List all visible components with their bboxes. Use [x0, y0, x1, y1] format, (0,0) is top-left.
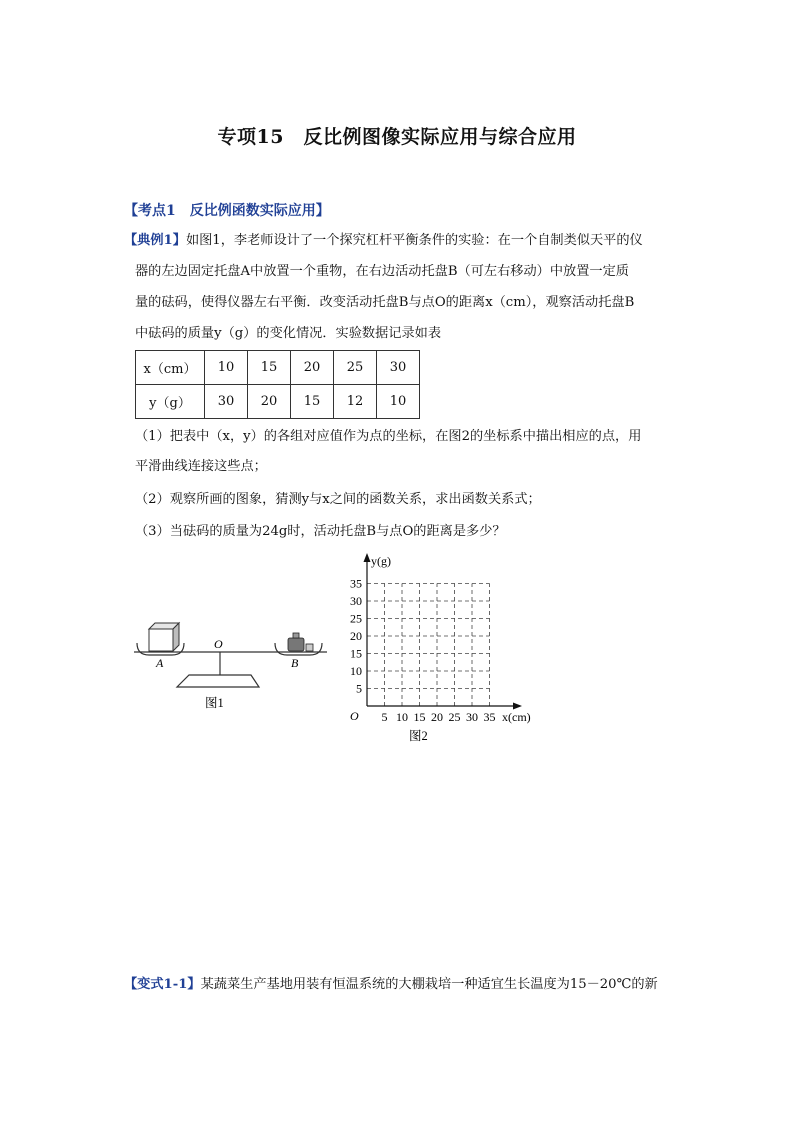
y-tick-label: 10: [350, 664, 362, 678]
section-heading: [124, 200, 330, 220]
question-2: （2）观察所画的图象，猜测y与x之间的函数关系，求出函数关系式；: [135, 492, 541, 507]
y-tick-label: 20: [350, 629, 362, 643]
page-title: 专项15 反比例图像实际应用与综合应用: [217, 126, 577, 148]
variant-tag: 【变式1-1】: [124, 977, 201, 992]
section-bracket-close: 】: [315, 203, 330, 219]
section-label: 考点1: [138, 203, 176, 219]
y-tick-label: 15: [350, 646, 362, 661]
table-cell: 25: [334, 351, 377, 385]
y-axis-label: y(g): [371, 554, 391, 568]
figure-1-caption: 图1: [205, 696, 224, 710]
counterweight-icon: [288, 633, 313, 651]
table-row: [136, 351, 420, 385]
x-axis-arrow-icon: [513, 703, 522, 710]
label-o: O: [214, 637, 223, 651]
table-header-cell: y（g）: [136, 385, 205, 419]
figure-2-caption: 图2: [409, 729, 428, 743]
grid-lines: [367, 584, 490, 707]
question-1: （1）把表中（x，y）的各组对应值作为点的坐标，在图2的坐标系中描出相应的点，用: [135, 429, 642, 444]
weight-cube-icon: [149, 623, 179, 651]
table-cell: 15: [291, 385, 334, 419]
origin-label: O: [350, 709, 359, 723]
x-axis-label: x(cm): [502, 710, 531, 724]
x-tick-label: 15: [413, 710, 426, 724]
x-tick-label: 35: [483, 710, 496, 724]
table-cell: 10: [377, 385, 420, 419]
table-cell: 12: [334, 385, 377, 419]
label-b: B: [291, 656, 299, 670]
x-tick-labels: [382, 710, 496, 724]
x-tick-label: 25: [448, 710, 461, 724]
section-bracket-open: 【: [124, 203, 138, 219]
example-line-2: 器的左边固定托盘A中放置一个重物，在右边活动托盘B（可左右移动）中放置一定质: [135, 264, 629, 279]
example-tag: 【典例1】: [124, 233, 186, 248]
figure-2-grid: [340, 548, 540, 748]
table-cell: 10: [205, 351, 248, 385]
example-line-4: 中砝码的质量y（g）的变化情况．实验数据记录如表: [135, 326, 442, 341]
y-tick-labels: [350, 577, 362, 696]
question-1-cont: 平滑曲线连接这些点；: [135, 459, 267, 474]
table-header-cell: x（cm）: [136, 351, 205, 385]
x-tick-label: 30: [466, 710, 478, 724]
section-name: 反比例函数实际应用: [189, 203, 316, 219]
example-text-1: 如图1，李老师设计了一个探究杠杆平衡条件的实验：在一个自制类似天平的仪: [185, 233, 643, 248]
example-line-1: [124, 231, 643, 251]
table-cell: 20: [291, 351, 334, 385]
balance-base: [177, 675, 259, 687]
question-3: （3）当砝码的质量为24g时，活动托盘B与点O的距离是多少？: [135, 524, 506, 539]
example-line-3: 量的砝码，使得仪器左右平衡．改变活动托盘B与点O的距离x（cm），观察活动托盘B: [135, 295, 635, 310]
x-tick-label: 10: [396, 710, 408, 724]
x-tick-label: 20: [431, 710, 443, 724]
y-tick-label: 25: [350, 611, 362, 626]
table-cell: 30: [377, 351, 420, 385]
variant-text: 某蔬菜生产基地用装有恒温系统的大棚栽培一种适宜生长温度为15－20℃的新: [200, 977, 658, 992]
table-cell: 20: [248, 385, 291, 419]
y-tick-label: 5: [356, 681, 362, 696]
label-a: A: [156, 656, 164, 670]
table-cell: 15: [248, 351, 291, 385]
variant-line: [124, 975, 658, 995]
y-tick-label: 30: [350, 594, 362, 608]
table-row: [136, 385, 420, 419]
x-tick-label: 5: [381, 710, 388, 724]
table-cell: 30: [205, 385, 248, 419]
figure-1-balance: [132, 615, 332, 715]
y-tick-label: 35: [350, 576, 362, 591]
y-axis-arrow-icon: [364, 553, 371, 562]
data-table: [135, 350, 420, 419]
